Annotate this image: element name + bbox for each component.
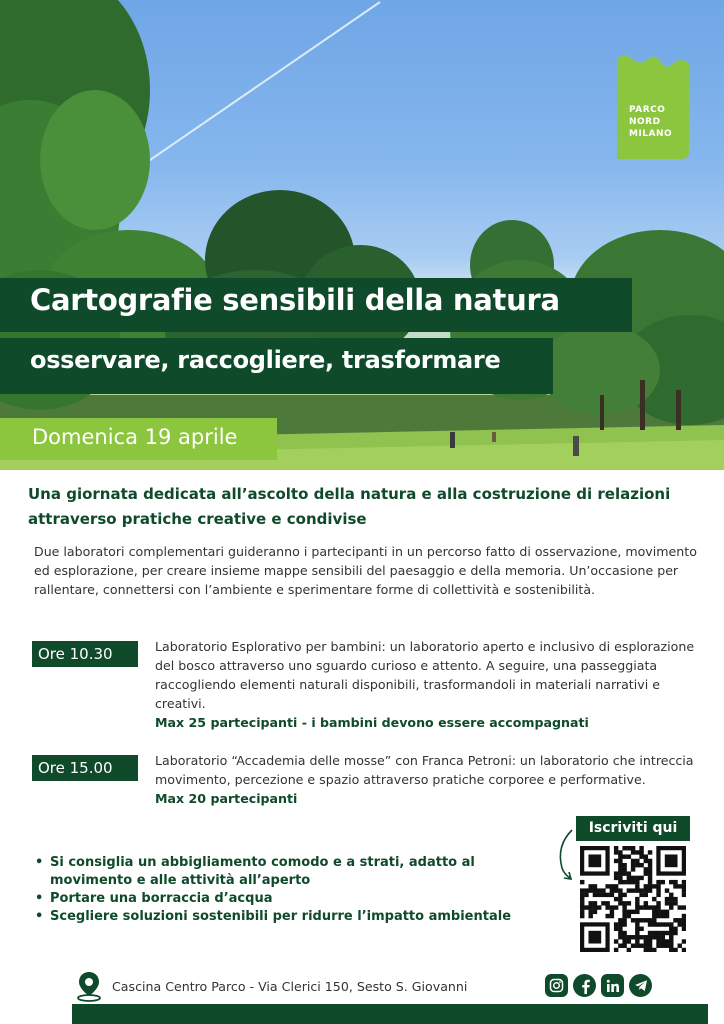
logo-line: NORD [629,117,661,127]
logo-line: PARCO [629,105,666,115]
telegram-icon[interactable] [629,974,652,997]
signup-qr-code[interactable] [580,846,686,952]
session-description-text: Laboratorio “Accademia delle mosse” con Franca Petroni: un laboratorio che intreccia movimento, percezione e spazio attraverso pratiche corporee e performative. [155,753,694,787]
intro-text: Due laboratori complementari guideranno i partecipanti in un percorso fatto di osservazione, movimento ed esplorazione, per creare insieme mappe sensibili del paesaggio e della memoria. Un’occasione per rallentare, connettersi con l’ambiente e sperimentare forme di collettività e sostenibilità. [34,544,697,597]
session-time-badge: Ore 10.30 [32,641,138,667]
lead-text: Una giornata dedicata all’ascolto della natura e alla costruzione di relazioni attraverso pratiche creative e condivise [28,485,671,528]
event-date: Domenica 19 aprile [32,425,238,449]
list-item: • Si consiglia un abbigliamento comodo e a strati, adatto al movimento e alle attività all’aperto [34,854,554,890]
venue-address: Cascina Centro Parco - Via Clerici 150, Sesto S. Giovanni [112,979,468,994]
tips-list [34,854,554,926]
linkedin-icon[interactable] [601,974,624,997]
session-description [155,637,705,732]
park-illustration [0,0,724,470]
list-item: • Scegliere soluzioni sostenibili per ridurre l’impatto ambientale [34,908,554,926]
footer-bar [72,1004,708,1024]
location-pin-icon [74,970,104,1002]
page-subtitle: osservare, raccogliere, trasformare [30,346,501,374]
session-capacity: Max 25 partecipanti - i bambini devono essere accompagnati [155,715,589,730]
instagram-icon[interactable] [545,974,568,997]
curved-arrow-icon [554,828,580,884]
session-capacity: Max 20 partecipanti [155,791,298,806]
session-time-badge: Ore 15.00 [32,755,138,781]
hero-photo [0,0,724,470]
social-links [545,974,652,998]
list-item: • Portare una borraccia d’acqua [34,890,554,908]
signup-label[interactable]: Iscriviti qui [576,816,690,841]
session-description [155,751,705,808]
logo-wordmark [629,104,685,140]
facebook-icon[interactable] [573,974,596,997]
page-title: Cartografie sensibili della natura [30,283,560,317]
logo-line: MILANO [629,129,673,139]
session-description-text: Laboratorio Esplorativo per bambini: un laboratorio aperto e inclusivo di esplorazione del bosco attraverso uno sguardo curioso e attento. A seguire, una passeggiata raccogliendo elementi naturali disponibili, trasformandoli in materiali narrativi e creativi. [155,639,695,711]
